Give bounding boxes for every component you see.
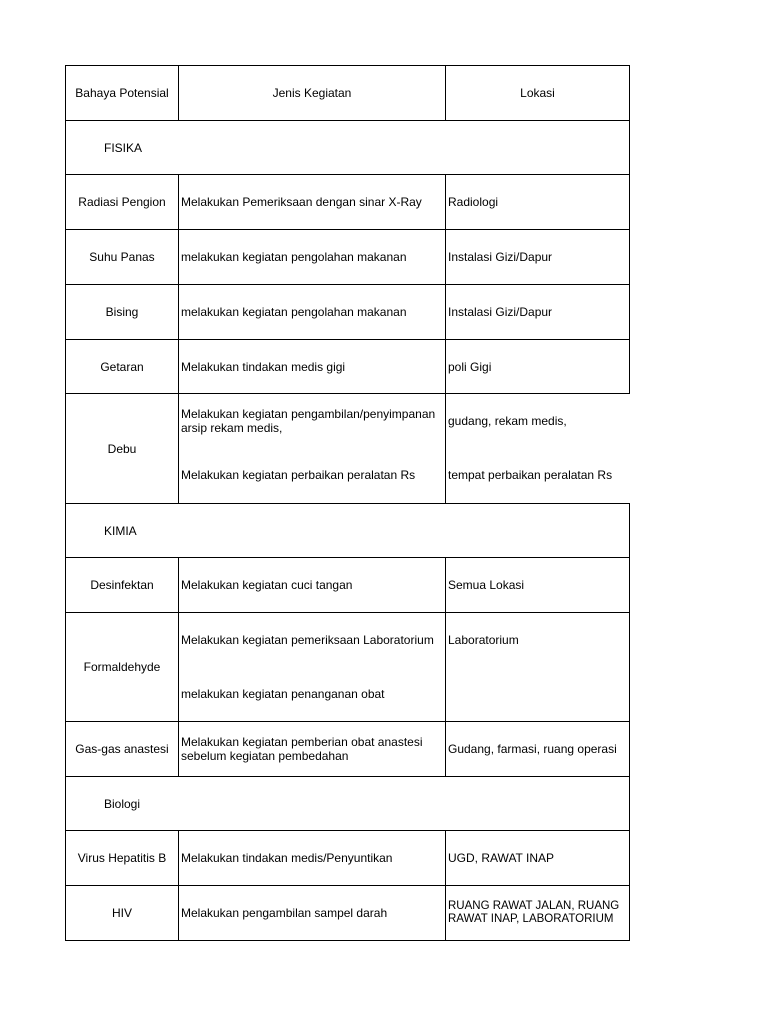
activity-item: Melakukan kegiatan perbaikan peralatan Rs <box>181 468 416 482</box>
activity-cell: melakukan kegiatan pengolahan makanan <box>179 285 446 339</box>
section-row-fisika <box>66 121 630 175</box>
activity-cell: Melakukan kegiatan pemberian obat anastesi sebelum kegiatan pembedahan <box>179 722 446 776</box>
activity-cell: melakukan kegiatan pengolahan makanan <box>179 230 446 284</box>
location-cell: UGD, RAWAT INAP <box>446 831 630 885</box>
header-bahaya-potensial: Bahaya Potensial <box>66 66 179 120</box>
location-item: Laboratorium <box>448 633 519 647</box>
table-header-row <box>66 66 630 121</box>
location-item: gudang, rekam medis, <box>448 414 567 428</box>
section-title: KIMIA <box>66 504 630 557</box>
table-row <box>66 175 630 230</box>
hazard-cell: Suhu Panas <box>66 230 179 284</box>
activity-cell: Melakukan tindakan medis/Penyuntikan <box>179 831 446 885</box>
hazard-cell: Gas-gas anastesi <box>66 722 179 776</box>
activity-cell: Melakukan tindakan medis gigi <box>179 340 446 393</box>
section-row-kimia <box>66 504 630 558</box>
hazard-cell: Getaran <box>66 340 179 393</box>
activity-cell <box>179 613 446 721</box>
location-cell: Instalasi Gizi/Dapur <box>446 285 630 339</box>
section-title: FISIKA <box>66 121 630 174</box>
table-row <box>66 340 630 394</box>
table-row <box>66 394 630 504</box>
activity-cell <box>179 394 446 503</box>
table-row <box>66 285 630 340</box>
table-row <box>66 613 630 722</box>
header-lokasi: Lokasi <box>446 66 630 120</box>
location-cell: Semua Lokasi <box>446 558 630 612</box>
section-row-biologi <box>66 777 630 831</box>
table-row <box>66 230 630 285</box>
table-row <box>66 886 630 941</box>
activity-cell: Melakukan kegiatan cuci tangan <box>179 558 446 612</box>
hazard-cell: Formaldehyde <box>66 613 179 721</box>
location-item: tempat perbaikan peralatan Rs <box>448 468 613 482</box>
hazard-table <box>65 65 630 941</box>
location-cell <box>446 613 630 721</box>
location-cell: Instalasi Gizi/Dapur <box>446 230 630 284</box>
table-row <box>66 722 630 777</box>
location-cell: Radiologi <box>446 175 630 229</box>
hazard-cell: Debu <box>66 394 179 503</box>
location-cell <box>446 394 630 503</box>
location-cell: poli Gigi <box>446 340 630 393</box>
header-jenis-kegiatan: Jenis Kegiatan <box>179 66 446 120</box>
hazard-cell: HIV <box>66 886 179 940</box>
location-cell: Gudang, farmasi, ruang operasi <box>446 722 630 776</box>
activity-cell: Melakukan Pemeriksaan dengan sinar X-Ray <box>179 175 446 229</box>
hazard-cell: Bising <box>66 285 179 339</box>
hazard-cell: Desinfektan <box>66 558 179 612</box>
location-cell: RUANG RAWAT JALAN, RUANG RAWAT INAP, LABORATORIUM <box>446 886 630 940</box>
activity-cell: Melakukan pengambilan sampel darah <box>179 886 446 940</box>
table-row <box>66 831 630 886</box>
section-title: Biologi <box>66 777 630 830</box>
activity-item: Melakukan kegiatan pemeriksaan Laboratorium <box>181 633 434 647</box>
hazard-cell: Radiasi Pengion <box>66 175 179 229</box>
activity-item: Melakukan kegiatan pengambilan/penyimpanan arsip rekam medis, <box>181 407 436 435</box>
table-row <box>66 558 630 613</box>
activity-item: melakukan kegiatan penanganan obat <box>181 687 385 701</box>
hazard-cell: Virus Hepatitis B <box>66 831 179 885</box>
